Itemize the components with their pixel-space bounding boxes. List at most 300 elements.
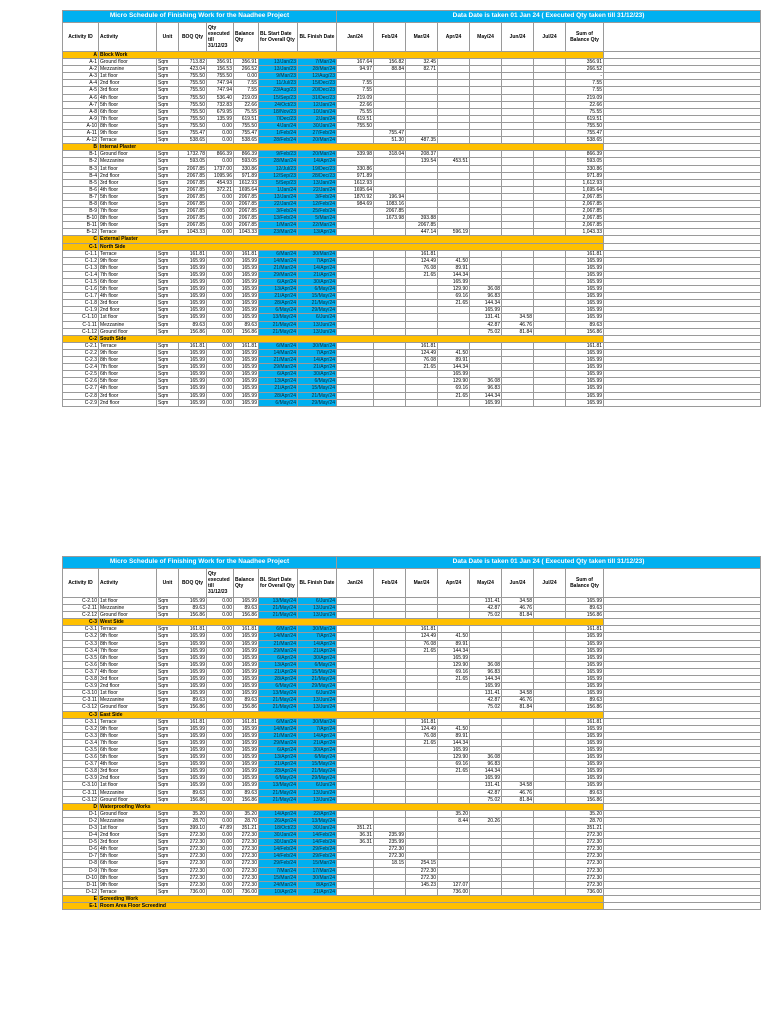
cell-bl-finish: 21/Apr/24	[298, 888, 337, 895]
cell-qty-executed: 0.00	[207, 357, 234, 364]
cell-balance-qty: 165.99	[234, 399, 259, 406]
cell-balance-qty: 351.21	[234, 825, 259, 832]
cell-jan	[337, 364, 374, 371]
row-spacer	[604, 66, 761, 73]
cell-boq-qty: 1732.78	[179, 151, 207, 158]
cell-mar	[406, 321, 438, 328]
cell-jan	[337, 881, 374, 888]
cell-jan	[337, 279, 374, 286]
cell-jul	[534, 676, 566, 683]
cell-feb	[374, 385, 406, 392]
cell-unit: Sqm	[157, 654, 179, 661]
cell-unit: Sqm	[157, 697, 179, 704]
cell-mar	[406, 796, 438, 803]
cell-mar	[406, 73, 438, 80]
cell-bl-finish: 13/Jun/24	[298, 796, 337, 803]
cell-jul	[534, 704, 566, 711]
cell-qty-executed: 0.00	[207, 321, 234, 328]
cell-sum: 156.86	[566, 612, 604, 619]
cell-sum: 165.99	[566, 746, 604, 753]
cell-activity: 7th floor	[99, 739, 157, 746]
cell-qty-executed: 0.00	[207, 732, 234, 739]
cell-boq-qty: 165.99	[179, 661, 207, 668]
cell-qty-executed: 0.00	[207, 853, 234, 860]
cell-balance-qty: 22.66	[234, 101, 259, 108]
cell-may	[470, 87, 502, 94]
cell-jul	[534, 222, 566, 229]
cell-mar	[406, 193, 438, 200]
table-row	[63, 683, 761, 690]
cell-boq-qty: 165.99	[179, 349, 207, 356]
column-header-boq-qty: BOQ Qty	[179, 23, 207, 52]
cell-jun	[502, 279, 534, 286]
cell-may	[470, 66, 502, 73]
cell-activity: 4th floor	[99, 761, 157, 768]
table-row	[63, 825, 761, 832]
table-row	[63, 293, 761, 300]
cell-unit: Sqm	[157, 761, 179, 768]
table-row	[63, 264, 761, 271]
cell-feb	[374, 80, 406, 87]
cell-qty-executed: 0.00	[207, 349, 234, 356]
cell-jun	[502, 193, 534, 200]
cell-jan: 7.55	[337, 80, 374, 87]
row-spacer	[604, 151, 761, 158]
cell-activity: 4th floor	[99, 846, 157, 853]
cell-boq-qty: 165.99	[179, 271, 207, 278]
cell-jul	[534, 399, 566, 406]
cell-apr: 21.65	[438, 392, 470, 399]
cell-mar: 76.08	[406, 357, 438, 364]
cell-boq-qty: 35.20	[179, 810, 207, 817]
cell-bl-finish: 6/May/24	[298, 286, 337, 293]
row-spacer	[604, 732, 761, 739]
cell-jul	[534, 101, 566, 108]
cell-balance-qty: 165.99	[234, 371, 259, 378]
cell-jul	[534, 108, 566, 115]
row-spacer	[604, 640, 761, 647]
cell-apr	[438, 179, 470, 186]
cell-jun	[502, 349, 534, 356]
cell-may	[470, 718, 502, 725]
cell-activity-id: B-1	[63, 151, 99, 158]
cell-unit: Sqm	[157, 754, 179, 761]
cell-activity: 8th floor	[99, 264, 157, 271]
section-id: C	[63, 236, 99, 243]
cell-balance-qty: 736.00	[234, 888, 259, 895]
cell-mar	[406, 605, 438, 612]
cell-jun	[502, 73, 534, 80]
cell-jun	[502, 775, 534, 782]
cell-may: 144.34	[470, 676, 502, 683]
cell-feb	[374, 654, 406, 661]
cell-balance-qty: 1043.33	[234, 229, 259, 236]
cell-sum: 165.99	[566, 732, 604, 739]
cell-jan	[337, 654, 374, 661]
row-spacer	[604, 711, 761, 718]
cell-jan	[337, 690, 374, 697]
cell-jan	[337, 725, 374, 732]
cell-feb	[374, 165, 406, 172]
cell-apr	[438, 718, 470, 725]
cell-qty-executed: 47.89	[207, 825, 234, 832]
cell-jul	[534, 186, 566, 193]
cell-bl-start: 28/Apr/24	[259, 676, 298, 683]
cell-bl-finish: 7/Apr/24	[298, 257, 337, 264]
cell-apr: 129.90	[438, 378, 470, 385]
cell-bl-start: 21/Mar/24	[259, 640, 298, 647]
column-header-boq-qty: BOQ Qty	[179, 569, 207, 598]
cell-unit: Sqm	[157, 633, 179, 640]
cell-unit: Sqm	[157, 385, 179, 392]
cell-apr	[438, 321, 470, 328]
cell-bl-finish: 15/May/24	[298, 761, 337, 768]
cell-jun	[502, 250, 534, 257]
cell-mar: 21.65	[406, 739, 438, 746]
cell-bl-start: 28/Feb/24	[259, 137, 298, 144]
cell-unit: Sqm	[157, 186, 179, 193]
cell-mar	[406, 94, 438, 101]
cell-sum: 272.30	[566, 839, 604, 846]
cell-jan	[337, 683, 374, 690]
cell-apr: 165.99	[438, 746, 470, 753]
cell-bl-finish: 29/Feb/24	[298, 846, 337, 853]
table-row	[63, 328, 761, 335]
cell-bl-start: 15/Mar/24	[259, 874, 298, 881]
table-row	[63, 810, 761, 817]
cell-mar: 76.08	[406, 264, 438, 271]
cell-mar	[406, 307, 438, 314]
row-spacer	[604, 293, 761, 300]
row-spacer	[604, 782, 761, 789]
cell-sum: 156.86	[566, 796, 604, 803]
row-spacer	[604, 661, 761, 668]
cell-feb	[374, 754, 406, 761]
cell-feb	[374, 364, 406, 371]
cell-jun	[502, 357, 534, 364]
cell-jun	[502, 179, 534, 186]
cell-jan	[337, 314, 374, 321]
cell-bl-start: 21/May/24	[259, 328, 298, 335]
section-id: C-2	[63, 335, 99, 342]
cell-bl-start: 30/Jan/24	[259, 839, 298, 846]
cell-boq-qty: 156.86	[179, 328, 207, 335]
cell-unit: Sqm	[157, 647, 179, 654]
row-spacer	[604, 690, 761, 697]
cell-jun	[502, 101, 534, 108]
row-spacer	[604, 271, 761, 278]
cell-may	[470, 853, 502, 860]
table-row	[63, 839, 761, 846]
cell-may	[470, 725, 502, 732]
cell-bl-start: 18/Oct/23	[259, 825, 298, 832]
table-row	[63, 399, 761, 406]
cell-bl-finish: 28/Dec/23	[298, 172, 337, 179]
schedule-table-body	[63, 557, 761, 910]
cell-jan	[337, 385, 374, 392]
cell-sum: 356.91	[566, 59, 604, 66]
cell-jul	[534, 115, 566, 122]
cell-jul	[534, 87, 566, 94]
cell-jan: 1612.93	[337, 179, 374, 186]
cell-bl-start: 28/Apr/24	[259, 392, 298, 399]
cell-bl-finish: 21/May/24	[298, 300, 337, 307]
cell-jun	[502, 151, 534, 158]
cell-activity-id: C-2.1	[63, 342, 99, 349]
cell-apr: 69.16	[438, 385, 470, 392]
cell-jan	[337, 612, 374, 619]
cell-bl-finish: 15/Dec/23	[298, 80, 337, 87]
cell-feb	[374, 796, 406, 803]
cell-jun	[502, 732, 534, 739]
cell-mar	[406, 172, 438, 179]
row-spacer	[604, 683, 761, 690]
cell-apr	[438, 867, 470, 874]
cell-activity: 1st floor	[99, 314, 157, 321]
section-row	[63, 903, 761, 910]
cell-bl-finish: 14/Apr/24	[298, 640, 337, 647]
cell-bl-start: 21/May/24	[259, 697, 298, 704]
cell-sum: 165.99	[566, 640, 604, 647]
cell-jun	[502, 768, 534, 775]
column-header-activity: Activity	[99, 569, 157, 598]
cell-jun	[502, 718, 534, 725]
cell-feb	[374, 647, 406, 654]
cell-bl-finish: 14/Apr/24	[298, 732, 337, 739]
cell-jul	[534, 626, 566, 633]
column-header-feb: Feb/24	[374, 23, 406, 52]
cell-balance-qty: 165.99	[234, 349, 259, 356]
cell-jun	[502, 676, 534, 683]
cell-apr	[438, 342, 470, 349]
cell-jul	[534, 725, 566, 732]
cell-jan	[337, 328, 374, 335]
cell-jul	[534, 193, 566, 200]
table-row	[63, 732, 761, 739]
cell-may	[470, 179, 502, 186]
cell-activity-id: C-1.11	[63, 321, 99, 328]
row-spacer	[604, 746, 761, 753]
cell-balance-qty: 165.99	[234, 676, 259, 683]
cell-apr	[438, 66, 470, 73]
cell-jun	[502, 165, 534, 172]
cell-feb	[374, 279, 406, 286]
cell-qty-executed: 0.00	[207, 399, 234, 406]
cell-may	[470, 739, 502, 746]
column-header-row	[63, 569, 761, 598]
cell-bl-finish: 14/Apr/24	[298, 264, 337, 271]
cell-apr: 736.00	[438, 888, 470, 895]
cell-unit: Sqm	[157, 810, 179, 817]
cell-feb: 196.94	[374, 193, 406, 200]
cell-jan	[337, 853, 374, 860]
cell-qty-executed: 0.00	[207, 754, 234, 761]
cell-jan	[337, 264, 374, 271]
cell-qty-executed: 0.00	[207, 208, 234, 215]
cell-bl-start: 24/Oct/23	[259, 101, 298, 108]
section-title: North Side	[99, 243, 604, 250]
cell-jul	[534, 392, 566, 399]
cell-may	[470, 271, 502, 278]
cell-bl-finish: 19/Dec/23	[298, 165, 337, 172]
cell-activity: 3rd floor	[99, 179, 157, 186]
cell-may	[470, 357, 502, 364]
cell-apr	[438, 782, 470, 789]
cell-jan: 971.89	[337, 172, 374, 179]
section-row	[63, 52, 761, 59]
cell-jan	[337, 888, 374, 895]
cell-activity-id: C-1.10	[63, 314, 99, 321]
cell-unit: Sqm	[157, 683, 179, 690]
cell-qty-executed: 0.00	[207, 158, 234, 165]
row-spacer	[604, 846, 761, 853]
table-row	[63, 349, 761, 356]
cell-feb	[374, 825, 406, 832]
table-row	[63, 754, 761, 761]
cell-activity-id: A-5	[63, 87, 99, 94]
cell-jan	[337, 271, 374, 278]
cell-jun	[502, 399, 534, 406]
cell-bl-start: 13/May/24	[259, 690, 298, 697]
cell-bl-finish: 8/Apr/24	[298, 881, 337, 888]
cell-balance-qty: 161.81	[234, 626, 259, 633]
cell-balance-qty: 2067.85	[234, 193, 259, 200]
cell-qty-executed: 0.00	[207, 647, 234, 654]
cell-bl-finish: 17/Mar/24	[298, 867, 337, 874]
cell-balance-qty: 2067.85	[234, 215, 259, 222]
cell-qty-executed: 0.00	[207, 371, 234, 378]
cell-jan	[337, 158, 374, 165]
row-spacer	[604, 52, 761, 59]
cell-jun	[502, 222, 534, 229]
row-spacer	[604, 357, 761, 364]
cell-qty-executed: 866.39	[207, 151, 234, 158]
cell-sum: 156.86	[566, 704, 604, 711]
cell-jun	[502, 80, 534, 87]
cell-bl-start: 21/Apr/24	[259, 668, 298, 675]
cell-jun	[502, 739, 534, 746]
cell-jun	[502, 271, 534, 278]
cell-jan	[337, 761, 374, 768]
row-spacer	[604, 399, 761, 406]
cell-unit: Sqm	[157, 874, 179, 881]
cell-may	[470, 846, 502, 853]
row-spacer	[604, 803, 761, 810]
cell-jul	[534, 640, 566, 647]
cell-bl-start: 15/Sep/23	[259, 94, 298, 101]
cell-jul	[534, 130, 566, 137]
cell-may: 42.87	[470, 321, 502, 328]
cell-jan	[337, 647, 374, 654]
row-spacer	[604, 335, 761, 342]
table-row	[63, 108, 761, 115]
cell-sum: 866.39	[566, 151, 604, 158]
cell-unit: Sqm	[157, 725, 179, 732]
cell-activity-id: A-11	[63, 130, 99, 137]
cell-balance-qty: 165.99	[234, 782, 259, 789]
cell-bl-start: 23/Aug/23	[259, 87, 298, 94]
cell-qty-executed: 0.00	[207, 328, 234, 335]
cell-bl-finish: 13/Jun/24	[298, 612, 337, 619]
cell-feb: 272.30	[374, 846, 406, 853]
cell-jan	[337, 130, 374, 137]
cell-feb	[374, 782, 406, 789]
cell-activity-id: C-2.4	[63, 364, 99, 371]
cell-activity-id: C-1.4	[63, 271, 99, 278]
row-spacer	[604, 200, 761, 207]
cell-jul	[534, 94, 566, 101]
cell-jan	[337, 257, 374, 264]
cell-activity-id: D-8	[63, 860, 99, 867]
cell-mar: 161.81	[406, 626, 438, 633]
cell-jan	[337, 775, 374, 782]
cell-jul	[534, 796, 566, 803]
cell-activity: 2nd floor	[99, 683, 157, 690]
cell-jun	[502, 257, 534, 264]
cell-feb	[374, 768, 406, 775]
cell-feb	[374, 612, 406, 619]
cell-qty-executed: 0.00	[207, 796, 234, 803]
cell-qty-executed: 0.00	[207, 661, 234, 668]
cell-jan	[337, 349, 374, 356]
cell-activity: Ground floor	[99, 796, 157, 803]
cell-bl-start: 14/Feb/24	[259, 853, 298, 860]
cell-apr	[438, 165, 470, 172]
cell-unit: Sqm	[157, 690, 179, 697]
cell-bl-start: 9/Feb/23	[259, 151, 298, 158]
cell-bl-finish: 12/Feb/24	[298, 200, 337, 207]
cell-balance-qty: 89.63	[234, 697, 259, 704]
cell-jun	[502, 761, 534, 768]
section-row	[63, 711, 761, 718]
cell-apr	[438, 94, 470, 101]
cell-boq-qty: 755.50	[179, 101, 207, 108]
cell-bl-start: 21/Mar/24	[259, 357, 298, 364]
cell-qty-executed: 0.00	[207, 775, 234, 782]
cell-bl-start: 13/Apr/24	[259, 754, 298, 761]
section-row	[63, 335, 761, 342]
row-spacer	[604, 697, 761, 704]
cell-mar: 2067.85	[406, 222, 438, 229]
cell-balance-qty: 161.81	[234, 250, 259, 257]
cell-apr	[438, 130, 470, 137]
cell-feb	[374, 349, 406, 356]
cell-sum: 165.99	[566, 761, 604, 768]
cell-boq-qty: 165.99	[179, 668, 207, 675]
cell-balance-qty: 1695.64	[234, 186, 259, 193]
cell-boq-qty: 272.30	[179, 846, 207, 853]
cell-sum: 165.99	[566, 286, 604, 293]
cell-bl-start: 29/Feb/24	[259, 860, 298, 867]
cell-mar	[406, 810, 438, 817]
cell-bl-finish: 15/May/24	[298, 293, 337, 300]
cell-bl-finish: 30/Mar/24	[298, 342, 337, 349]
cell-jan: 36.31	[337, 839, 374, 846]
cell-feb	[374, 264, 406, 271]
cell-feb	[374, 626, 406, 633]
cell-jun	[502, 208, 534, 215]
section-row	[63, 619, 761, 626]
cell-jan	[337, 739, 374, 746]
cell-boq-qty: 165.99	[179, 378, 207, 385]
cell-mar: 161.81	[406, 718, 438, 725]
cell-balance-qty: 165.99	[234, 286, 259, 293]
cell-unit: Sqm	[157, 271, 179, 278]
cell-jan: 36.31	[337, 832, 374, 839]
cell-jun: 34.58	[502, 782, 534, 789]
cell-activity-id: D-9	[63, 867, 99, 874]
table-row	[63, 853, 761, 860]
